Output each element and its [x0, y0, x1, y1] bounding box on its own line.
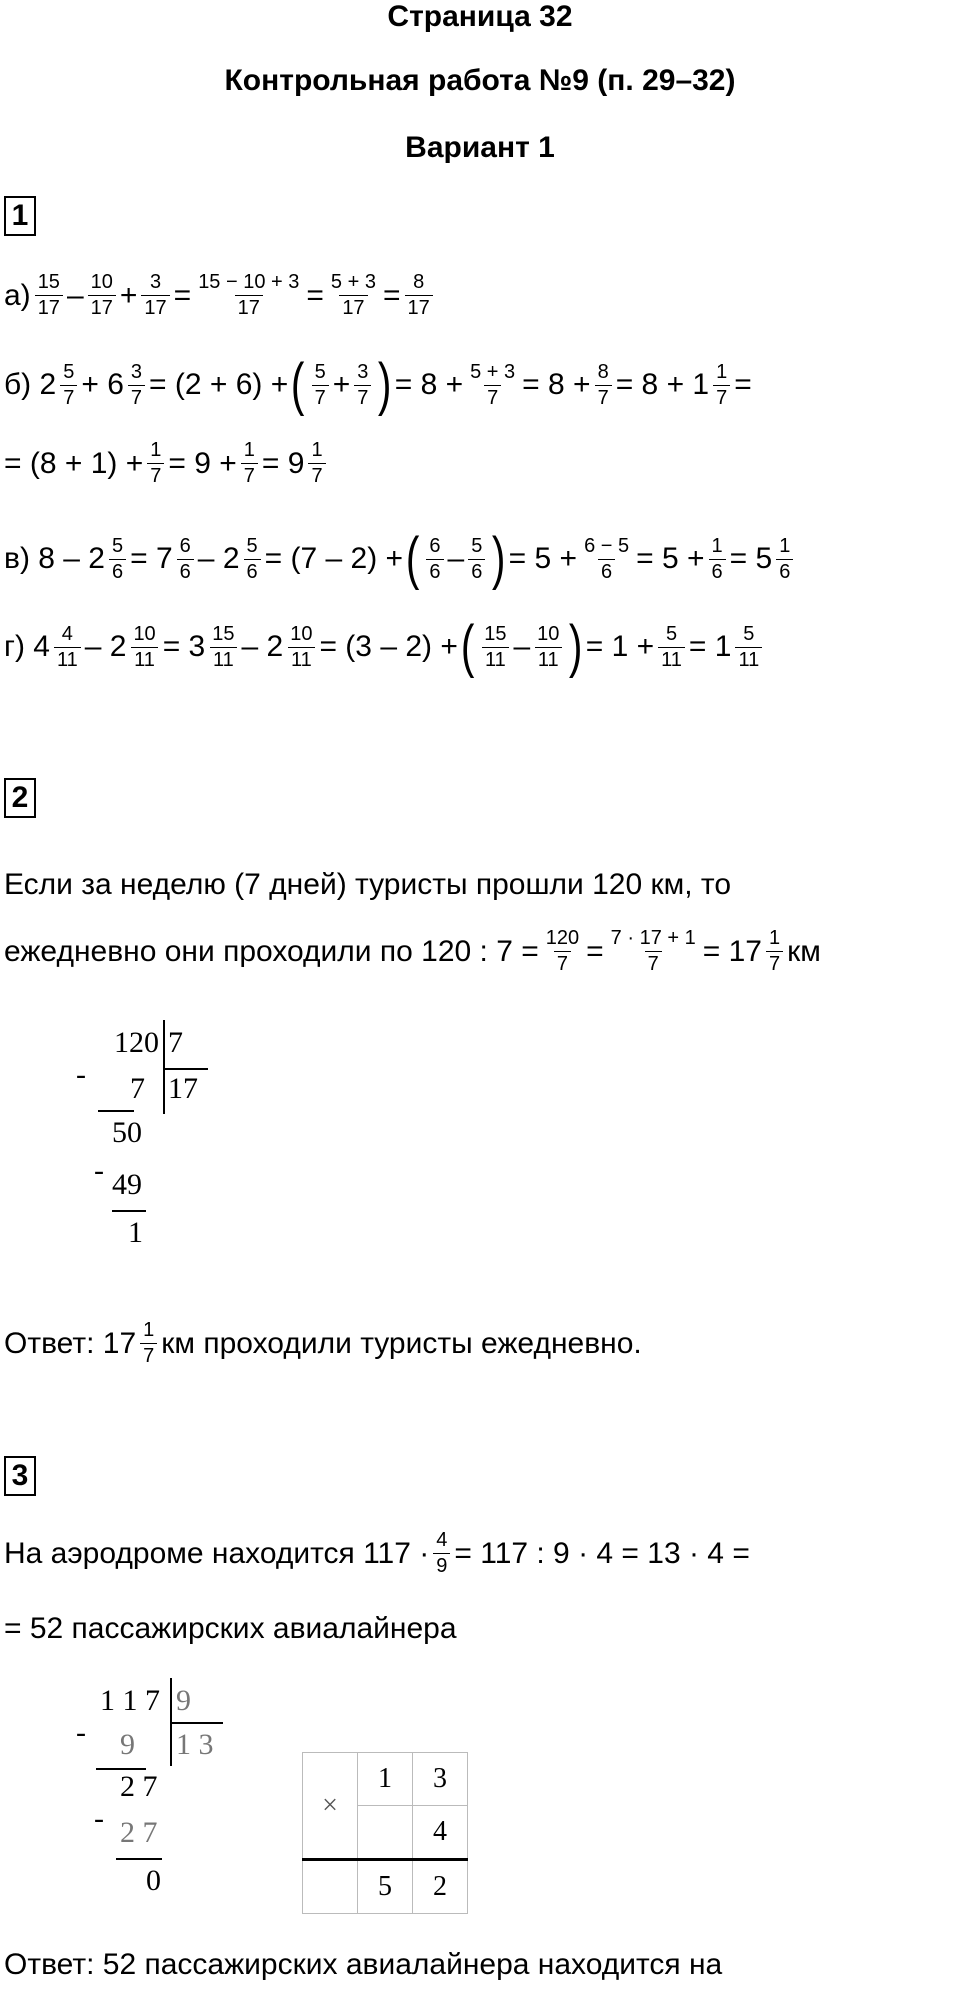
task2-line-2 — [4, 928, 821, 975]
fraction: $\frac{6 - 5}{6}$ — [584, 534, 630, 583]
expression: км — [787, 934, 821, 968]
expression: = 8 + 1 — [615, 368, 710, 401]
prefix: а) — [4, 278, 31, 312]
fraction: $\frac{1}{7}$ — [140, 1320, 157, 1367]
expression: = — [734, 368, 752, 401]
final-remainder: 0 — [146, 1864, 161, 1897]
fraction: $\frac{15}{11}$ — [209, 624, 237, 671]
expression: – 2 — [241, 630, 284, 663]
expression: = 5 + — [636, 542, 705, 575]
fraction: $\frac{6}{6}$ — [426, 536, 443, 583]
task-number-3: 3 — [4, 1456, 36, 1496]
fraction: $\frac{120}{7}$ — [545, 927, 580, 975]
division-vertical-line — [163, 1020, 165, 1114]
expression: = (2 + 6) + — [149, 368, 289, 401]
left-paren: ( — [460, 614, 475, 679]
multiplicand-digit: 3 — [413, 1753, 468, 1806]
variant-title: Вариант 1 — [405, 131, 555, 164]
fraction: $\frac{8}{7}$ — [595, 362, 612, 409]
work-title: Контрольная работа №9 (п. 29–32) — [224, 64, 736, 97]
right-paren: ) — [492, 526, 506, 591]
quotient: 1 3 — [176, 1728, 214, 1761]
multiplicand-digit: 1 — [358, 1753, 413, 1806]
task-number-1: 1 — [4, 196, 36, 236]
right-paren: ) — [378, 352, 392, 417]
fraction: $\frac{6}{6}$ — [177, 536, 194, 583]
fraction: $\frac{5}{6}$ — [109, 536, 126, 583]
expression: = 1 — [688, 630, 732, 663]
fraction: $\frac{5}{6}$ — [468, 536, 485, 583]
fraction: $\frac{1}{7}$ — [147, 440, 164, 487]
divisor: 9 — [176, 1684, 191, 1717]
fraction: $\frac{1}{7}$ — [766, 928, 783, 975]
subtraction-line — [98, 1110, 134, 1112]
expression: – 2 — [84, 630, 127, 663]
expression: = (8 + 1) + — [4, 446, 144, 480]
answer-text: Ответ: 17 — [4, 1326, 137, 1360]
fraction: $\frac{5}{11}$ — [735, 624, 762, 671]
operator: + — [332, 368, 351, 401]
empty-cell — [303, 1860, 358, 1914]
task1-line-b-cont — [4, 440, 330, 487]
fraction: $\frac{5}{7}$ — [60, 362, 77, 409]
fraction: $\frac{5}{6}$ — [244, 536, 261, 583]
expression: = 9 + — [168, 446, 237, 480]
dividend: 1 1 7 — [100, 1684, 160, 1717]
quotient: 17 — [168, 1072, 198, 1105]
task-number-2: 2 — [4, 778, 36, 818]
prefix: б) — [4, 368, 32, 401]
expression: = 1 + — [585, 630, 655, 663]
subtrahend: 2 7 — [120, 1816, 158, 1849]
fraction: $\frac{4}{9}$ — [433, 1530, 450, 1577]
minus-sign: - — [76, 1058, 86, 1091]
expression: = 8 + — [522, 368, 591, 401]
operator: – — [447, 542, 465, 575]
fraction: $\frac{10}{11}$ — [130, 624, 158, 671]
multiply-sign: × — [303, 1753, 358, 1860]
fraction: $\frac{15 - 10 + 3}{17}$ — [198, 271, 300, 319]
fraction: $\frac{3}{17}$ — [141, 272, 169, 319]
final-remainder: 1 — [128, 1216, 143, 1249]
multiplier-digit: 4 — [413, 1806, 468, 1860]
expression: – 2 — [197, 542, 240, 575]
expression: = (3 – 2) + — [319, 630, 458, 663]
divisor: 7 — [168, 1026, 183, 1059]
dividend: 120 — [114, 1026, 159, 1059]
remainder: 2 7 — [120, 1770, 158, 1803]
subtraction-line — [112, 1210, 146, 1212]
fraction: $\frac{10}{11}$ — [534, 624, 562, 671]
expression: = 3 — [162, 630, 206, 663]
product-digit: 5 — [358, 1860, 413, 1914]
fraction: $\frac{3}{7}$ — [128, 362, 145, 409]
operator: = — [306, 278, 324, 312]
subtrahend: 7 — [130, 1072, 145, 1105]
task1-line-a — [4, 272, 437, 319]
fraction: $\frac{7 \cdot 17 + 1}{7}$ — [610, 927, 696, 975]
fraction: $\frac{4}{11}$ — [54, 624, 81, 671]
task2-line-1: Если за неделю (7 дней) туристы прошли 120 км, то — [4, 868, 732, 901]
quotient-line — [171, 1722, 223, 1724]
subtrahend: 9 — [120, 1728, 135, 1761]
left-paren: ( — [291, 352, 305, 417]
expression: = 9 — [261, 446, 305, 480]
minus-sign: - — [94, 1802, 104, 1835]
fraction: $\frac{1}{7}$ — [241, 440, 258, 487]
fraction: $\frac{8}{17}$ — [405, 272, 433, 319]
subtrahend: 49 — [112, 1168, 142, 1201]
expression: ежедневно они проходили по 120 : 7 = — [4, 934, 539, 968]
fraction: $\frac{5}{7}$ — [312, 362, 329, 409]
quotient-line — [164, 1068, 208, 1070]
operator: – — [66, 278, 84, 312]
answer-text: км проходили туристы ежедневно. — [161, 1326, 642, 1360]
expression: = 117 : 9 · 4 = 13 · 4 = — [454, 1536, 750, 1570]
fraction: $\frac{5 + 3}{17}$ — [330, 271, 376, 319]
operator: = — [173, 278, 192, 312]
fraction: $\frac{15}{17}$ — [35, 272, 63, 319]
task1-line-c — [4, 526, 797, 591]
whole-part: 6 — [107, 368, 124, 401]
expression: = 7 — [130, 542, 173, 575]
fraction: $\frac{5}{11}$ — [658, 624, 685, 671]
task3-line-1 — [4, 1530, 750, 1577]
long-division-120-7 — [76, 1020, 216, 1260]
fraction: $\frac{10}{11}$ — [287, 624, 315, 671]
fraction: $\frac{5 + 3}{7}$ — [470, 360, 516, 409]
operator: + — [119, 278, 138, 312]
subtraction-line — [116, 1858, 162, 1860]
long-division-117-9 — [76, 1678, 236, 1918]
task1-line-d — [4, 614, 766, 679]
empty-cell — [358, 1806, 413, 1860]
prefix: г) 4 — [4, 630, 50, 663]
fraction: $\frac{10}{17}$ — [88, 272, 116, 319]
expression: = — [586, 934, 604, 968]
product-digit: 2 — [413, 1860, 468, 1914]
expression: = 5 — [729, 542, 773, 575]
whole-part: 2 — [39, 368, 57, 401]
multiplication-grid — [302, 1752, 468, 1914]
task3-line-2: = 52 пассажирских авиалайнера — [4, 1612, 457, 1645]
fraction: $\frac{1}{7}$ — [308, 440, 325, 487]
fraction: $\frac{1}{7}$ — [713, 362, 730, 409]
operator: = — [382, 278, 401, 312]
expression: = 8 + — [394, 368, 464, 401]
operator: + — [81, 368, 99, 401]
minus-sign: - — [76, 1716, 86, 1749]
fraction: $\frac{15}{11}$ — [481, 624, 509, 671]
minus-sign: - — [94, 1154, 104, 1187]
expression: = 17 — [702, 934, 762, 968]
right-paren: ) — [569, 614, 583, 679]
fraction: $\frac{1}{6}$ — [776, 536, 793, 583]
fraction: $\frac{1}{6}$ — [709, 536, 726, 583]
expression: На аэродроме находится 117 · — [4, 1536, 430, 1570]
expression: = (7 – 2) + — [264, 542, 404, 575]
prefix: в) 8 – 2 — [4, 542, 105, 575]
expression: = 5 + — [508, 542, 578, 575]
left-paren: ( — [405, 526, 420, 591]
task1-line-b — [4, 352, 752, 417]
task2-answer — [4, 1320, 642, 1367]
fraction: $\frac{3}{7}$ — [354, 362, 371, 409]
task3-answer: Ответ: 52 пассажирских авиалайнера находится на — [4, 1948, 723, 1981]
page-title: Страница 32 — [387, 0, 573, 33]
remainder: 50 — [112, 1116, 142, 1149]
operator: – — [513, 630, 531, 663]
